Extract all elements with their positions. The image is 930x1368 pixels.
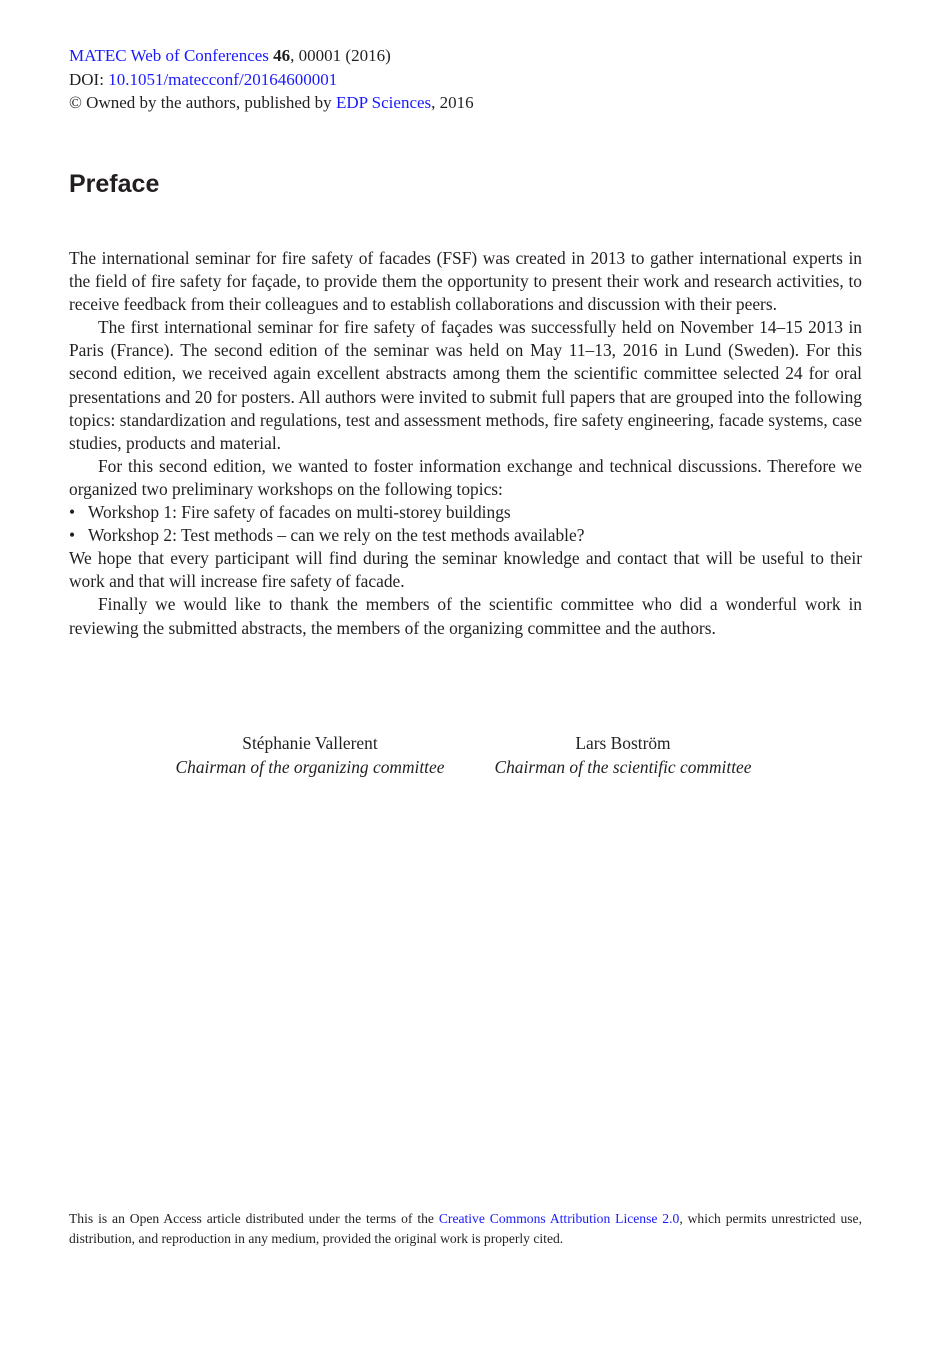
paragraph-seminar-history: The first international seminar for fire safety of façades was successfully held on November 14–15 2013 in Paris (France). The second edition of the seminar was held on May 11–13, 2016 in Lund (Sweden). For this second edition, we received again excellent abstracts among them the scientific committee selected 24 for oral presentations and 20 for posters. All authors were invited to submit full papers that are grouped into the following topics: standardization and regulations, test and assessment methods, fire safety engineering, facade systems, case studies, products and material.	[69, 317, 862, 453]
doi-link[interactable]: 10.1051/matecconf/20164600001	[108, 69, 338, 89]
page-title: Preface	[69, 170, 160, 198]
list-item	[69, 501, 862, 524]
signatory-role: Chairman of the scientific committee	[494, 757, 752, 777]
license-text-after: , which permits unrestricted use, distribution, and reproduction in any medium, provided the original work is properly cited.	[69, 1211, 862, 1246]
bullet-icon: •	[69, 525, 76, 546]
article-number: , 00001 (2016)	[290, 46, 391, 65]
copyright-line	[69, 91, 474, 115]
copyright-text: © Owned by the authors, published by	[69, 93, 336, 112]
signatory-name: Lars Boström	[575, 733, 671, 753]
signature-scientific	[470, 731, 776, 779]
article-header	[69, 44, 474, 115]
copyright-year: , 2016	[431, 93, 474, 112]
volume-number: 46	[273, 46, 291, 65]
signature-organizing	[150, 731, 470, 779]
paragraph-intro: The international seminar for fire safety of facades (FSF) was created in 2013 to gather international experts in the field of fire safety for façade, to provide them the opportunity to present their work and research activities, to receive feedback from their colleagues and to establish collaborations and discussion with their peers.	[69, 248, 862, 315]
list-item-text: Workshop 1: Fire safety of facades on multi-storey buildings	[88, 502, 511, 523]
citation-line	[69, 44, 474, 68]
paragraph-thanks: Finally we would like to thank the members of the scientific committee who did a wonderful work in reviewing the submitted abstracts, the members of the organizing committee and the authors.	[69, 594, 862, 638]
list-item	[69, 524, 862, 547]
doi-line	[69, 68, 474, 92]
journal-link[interactable]: MATEC Web of Conferences	[69, 46, 269, 65]
publisher-link[interactable]: EDP Sciences	[335, 93, 432, 112]
signatory-role: Chairman of the organizing committee	[175, 757, 445, 777]
bullet-icon: •	[69, 502, 76, 523]
paragraph-workshops: For this second edition, we wanted to foster information exchange and technical discussions. Therefore we organized two preliminary workshops on the following topics:	[69, 455, 862, 499]
signatory-name: Stéphanie Vallerent	[242, 733, 378, 753]
workshop-list	[69, 501, 862, 547]
doi-label: DOI:	[69, 69, 109, 89]
license-text-before: This is an Open Access article distributed under the terms of the	[69, 1211, 439, 1226]
paragraph-hope: We hope that every participant will find during the seminar knowledge and contact that will be useful to their work and that will increase fire safety of facade.	[69, 548, 862, 592]
license-link[interactable]: Creative Commons Attribution License 2.0	[438, 1211, 680, 1226]
license-footer	[69, 1209, 862, 1249]
preface-body	[69, 247, 862, 640]
list-item-text: Workshop 2: Test methods – can we rely on the test methods available?	[88, 525, 585, 546]
